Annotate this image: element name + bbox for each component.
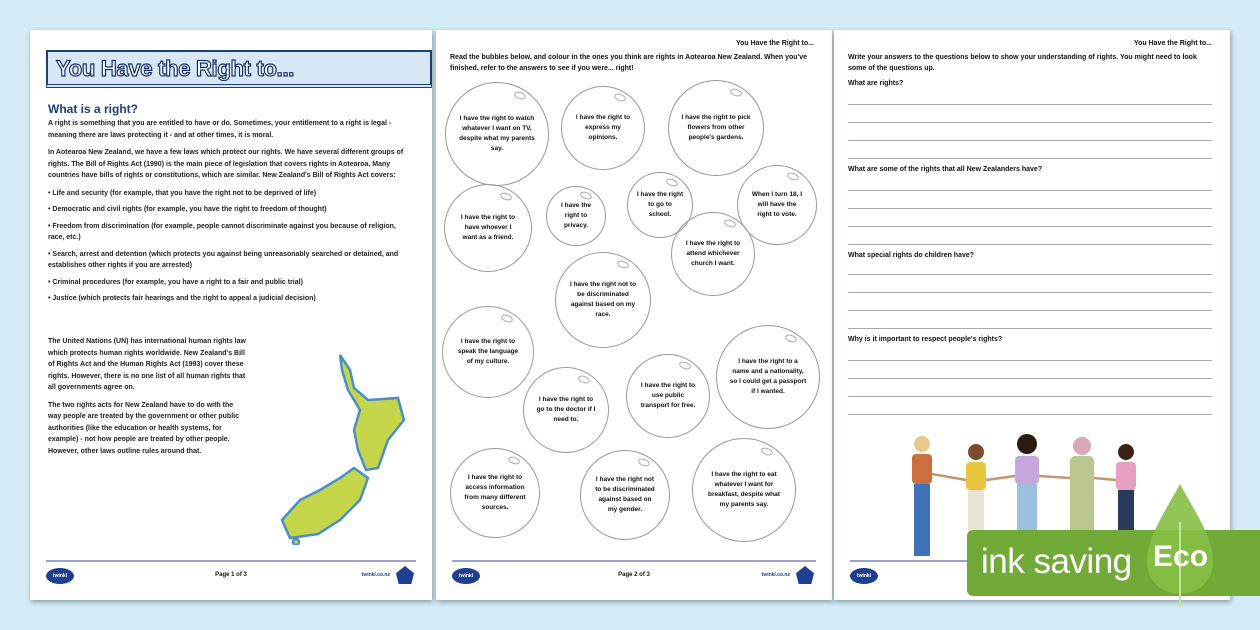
question: Why is it important to respect people's rights? xyxy=(848,336,1003,343)
answer-line[interactable] xyxy=(848,274,1212,275)
answer-line[interactable] xyxy=(848,378,1212,379)
person-icon xyxy=(1116,444,1136,540)
intro-text xyxy=(48,118,414,310)
question: What are some of the rights that all New Zealanders have? xyxy=(848,166,1043,173)
answer-line[interactable] xyxy=(848,190,1212,191)
rights-bubble[interactable]: I have the right to privacy. xyxy=(546,186,606,246)
instructions: Read the bubbles below, and colour in the ones you think are rights in Aotearoa New Zealand. When you've finished, refer to the answers to see if you were... right! xyxy=(450,54,808,72)
paragraph: A right is something that you are entitled to have or do. Sometimes, your entitlement to a right is legal - meaning there are laws protecting it - and at other times, it is moral. xyxy=(48,120,392,139)
answer-line[interactable] xyxy=(848,292,1212,293)
running-head: You Have the Right to... xyxy=(735,40,814,47)
rights-bubble[interactable]: I have the right to a name and a nationality, so I could get a passport if I wanted. xyxy=(716,325,820,429)
paragraph: The United Nations (UN) has international human rights law which protects human rights worldwide. New Zealand's Bill of Rights Act and the Human Rights Act (1993) cover these rights. However, there is no one list of all human rights that all governments agree on. xyxy=(48,338,246,391)
twinkl-logo: twinkl xyxy=(46,568,74,584)
answer-line[interactable] xyxy=(848,226,1212,227)
rights-bubble[interactable]: I have the right to use public transport for free. xyxy=(626,354,710,438)
person-icon xyxy=(1070,437,1094,540)
bullet-item: • Search, arrest and detention (which protects you against being unreasonably searched or detained, and establishes other rights if you are arrested) xyxy=(48,249,414,272)
page-number: Page 2 of 3 xyxy=(618,572,650,578)
page-title: You Have the Right to... xyxy=(56,56,295,81)
new-zealand-map-icon xyxy=(270,350,410,545)
bullet-item: • Criminal procedures (for example, you have a right to a fair and public trial) xyxy=(48,277,414,289)
answer-line[interactable] xyxy=(848,396,1212,397)
rights-bubble[interactable]: I have the right to eat whatever I want for breakfast, despite what my parents say. xyxy=(692,438,796,542)
person-icon xyxy=(966,444,986,540)
bullet-item: • Freedom from discrimination (for example, people cannot discriminate against you because of religion, race, etc.) xyxy=(48,221,414,244)
page-number: Page 1 of 3 xyxy=(215,572,247,578)
answer-line[interactable] xyxy=(848,328,1212,329)
page-footer xyxy=(46,560,416,590)
bullet-item: • Democratic and civil rights (for example, you have the right to freedom of thought) xyxy=(48,204,414,216)
rights-bubble[interactable]: I have the right to pick flowers from other people's gardens. xyxy=(668,80,764,176)
answer-line[interactable] xyxy=(848,244,1212,245)
answer-line[interactable] xyxy=(848,208,1212,209)
answer-line[interactable] xyxy=(848,310,1212,311)
badge-icon xyxy=(396,566,414,584)
ink-saving-label: ink saving xyxy=(981,542,1132,581)
rights-bubble[interactable]: I have the right to access information from many different sources. xyxy=(450,448,540,538)
worksheet-page-1 xyxy=(30,30,432,600)
rights-bubble[interactable]: I have the right to attend whichever church I want. xyxy=(671,212,755,296)
un-text xyxy=(48,336,248,463)
answer-line[interactable] xyxy=(848,122,1212,123)
paragraph: In Aotearoa New Zealand, we have a few laws which protect our rights. We have several different groups of rights. The Bill of Rights Act (1990) is the main piece of legislation that covers rights in Aotearoa. Many countries have bills of rights or constitutions, which are similar. New Zealand's Bill of Rights Act covers: xyxy=(48,149,404,179)
rights-bubble[interactable]: I have the right to go to the doctor if I need to. xyxy=(523,367,609,453)
rights-bubble[interactable]: I have the right to go to school. xyxy=(627,172,693,238)
answer-line[interactable] xyxy=(848,104,1212,105)
rights-bubble[interactable]: When I turn 18, I will have the right to vote. xyxy=(737,165,817,245)
twinkl-logo: twinkl xyxy=(452,568,480,584)
page-footer xyxy=(452,560,816,590)
answer-line[interactable] xyxy=(848,414,1212,415)
eco-leaf-badge xyxy=(1145,482,1215,610)
site-url: twinkl.co.nz xyxy=(761,572,790,578)
badge-icon xyxy=(796,566,814,584)
rights-bubble[interactable]: I have the right to express my opinions. xyxy=(561,86,645,170)
instructions: Write your answers to the questions below to show your understanding of rights. You might need to look some of the questions up. xyxy=(848,54,1197,72)
rights-bubble[interactable]: I have the right not to be discriminated against based on my race. xyxy=(555,252,651,348)
person-icon xyxy=(1015,434,1039,540)
answer-line[interactable] xyxy=(848,158,1212,159)
site-url: twinkl.co.nz xyxy=(361,572,390,578)
question: What special rights do children have? xyxy=(848,252,975,259)
title-banner xyxy=(46,50,432,88)
paragraph: The two rights acts for New Zealand have to do with the way people are treated by the government or other public authorities (like the education or health systems, for example) - not how people are treated by other people. However, other laws outline rules around that. xyxy=(48,401,239,455)
rights-bubble[interactable]: I have the right to have whoever I want as a friend. xyxy=(444,184,532,272)
rights-bubble[interactable]: I have the right not to be discriminated against based on my gender. xyxy=(580,450,670,540)
worksheet-page-2 xyxy=(436,30,832,600)
rights-bubble[interactable]: I have the right to watch whatever I want on TV, despite what my parents say. xyxy=(445,82,549,186)
answer-line[interactable] xyxy=(848,360,1212,361)
bullet-item: • Life and security (for example, that you have the right not to be deprived of life) xyxy=(48,188,414,200)
section-heading: What is a right? xyxy=(48,102,138,116)
person-icon xyxy=(912,436,932,556)
running-head: You Have the Right to... xyxy=(1133,40,1212,47)
question: What are rights? xyxy=(848,80,904,87)
twinkl-logo: twinkl xyxy=(850,568,878,584)
eco-label: Eco xyxy=(1153,540,1209,573)
bullet-item: • Justice (which protects fair hearings and the right to appeal a judicial decision) xyxy=(48,293,414,305)
ink-saving-banner xyxy=(967,530,1260,596)
rights-bubble[interactable]: I have the right to speak the language of my culture. xyxy=(442,306,534,398)
answer-line[interactable] xyxy=(848,140,1212,141)
